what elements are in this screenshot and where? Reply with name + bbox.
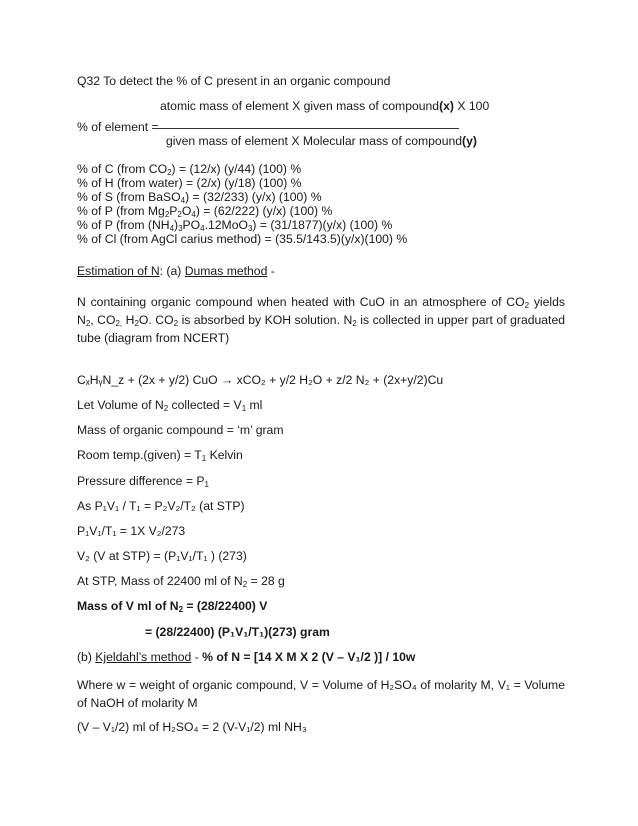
percent-p1-line: % of P (from $Mg_2P_2O_4) = (62/222)$ (y/x) (100) % <box>77 204 333 219</box>
percent-s-line: % of S (from BaSO$_4$) = (32/233) (y/x) (100) % <box>77 190 322 205</box>
pressure-line: Pressure difference = $P_1$ <box>77 474 209 489</box>
dumas-heading: Estimation of N: (a) Dumas method - <box>77 264 275 278</box>
percent-p2-line: % of P (from $(NH_4)_3PO_4.12MoO_3) = (31/1877)(y/x)$ (100) % <box>77 218 393 233</box>
volume-line: Let Volume of $N_2$ collected = $V_1$ ml <box>77 398 263 413</box>
kjeldahl-where: Where w = weight of organic compound, V = Volume of H₂SO₄ of molarity M, V₁ = Volume of NaOH of molarity M <box>77 678 565 710</box>
kjeldahl-line: (b) Kjeldahl’s method - % of N = [14 X M X 2 (V – V₁/2 )] / 10w <box>77 650 416 664</box>
gas-law-line: As P₁V₁ / T₁ = P₂V₂/T₂ (at STP) <box>77 499 245 513</box>
formula-denominator: given mass of element X Molecular mass of compound(y) <box>166 134 477 148</box>
mass-line: Mass of organic compound = ‘m’ gram <box>77 423 284 437</box>
combustion-equation: CₓHᵧN_z + (2x + y/2) CuO → xCO₂ + y/2 H₂O + z/2 N₂ + (2x+y/2)Cu <box>77 373 444 387</box>
stp-mass-line: At STP, Mass of 22400 ml of $N_2 = 28$ g <box>77 574 285 589</box>
mass-v-line: Mass of V ml of $N_2 = (28/22400)$ V <box>77 599 268 614</box>
question-title: Q32 To detect the % of C present in an organic compound <box>77 74 391 88</box>
percent-c-line: % of C (from $CO_2) = (12/x)$ (y/44) (100) % <box>77 162 302 177</box>
v2-line: V₂ (V at STP) = (P₁V₁/T₁ ) (273) <box>77 549 247 563</box>
kjeldahl-last-line: (V – V₁/2) ml of H₂SO₄ = 2 (V-V₁/2) ml NH₃ <box>77 720 307 734</box>
formula-numerator: atomic mass of element X given mass of compound(x) X 100 <box>160 99 490 113</box>
room-temp-line: Room temp.(given) = $T_1$ Kelvin <box>77 448 243 463</box>
mass-v-result: = (28/22400) (P₁V₁/T₁)(273) gram <box>145 625 330 639</box>
fraction-bar <box>153 128 459 129</box>
formula-lhs: % of element = <box>77 120 159 134</box>
percent-h-line: % of H (from water) = (2/x) (y/18) (100) % <box>77 176 302 190</box>
percent-cl-line: % of Cl (from AgCl carius method) = (35.5/143.5)(y/x)(100) % <box>77 232 408 246</box>
dumas-description: N containing organic compound when heated with CuO in an atmosphere of $CO_2$ yields $N_2$, $CO_{2,}$ $H_2O$. $CO_2$ is absorbed by KOH solution. $N_2$ is collected in upper part of graduated tube (diagram from NCERT) <box>77 295 565 345</box>
gas-law-stp-line: P₁V₁/T₁ = 1X V₂/273 <box>77 524 186 538</box>
